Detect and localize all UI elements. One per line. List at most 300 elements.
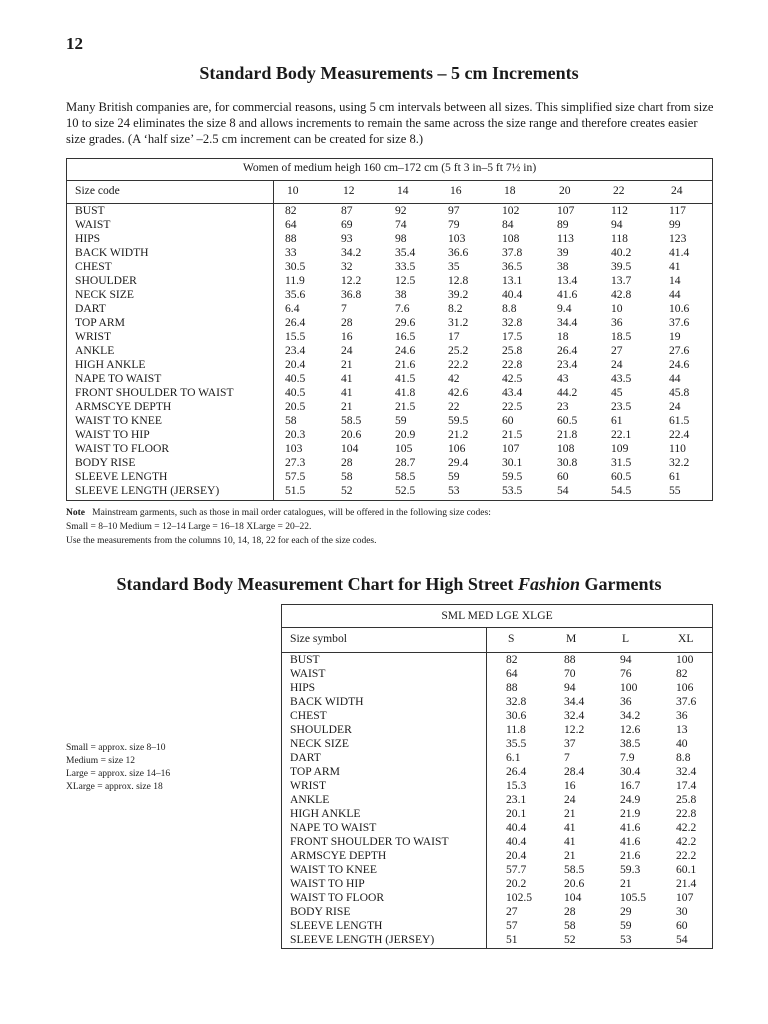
cell-value: 42 [448, 372, 460, 385]
size-header: 14 [397, 184, 409, 197]
table-row [282, 709, 712, 723]
cell-value: 58 [564, 919, 576, 932]
cell-value: 38.5 [620, 737, 641, 750]
cell-value: 33 [285, 246, 297, 259]
page-number: 12 [66, 34, 83, 53]
size-header: 22 [613, 184, 625, 197]
row-label: TOP ARM [75, 316, 125, 329]
cell-value: 22.8 [502, 358, 523, 371]
row-label: HIPS [75, 232, 101, 245]
cell-value: 42.8 [611, 288, 632, 301]
row-label: WAIST TO HIP [290, 877, 365, 890]
cell-value: 6.4 [285, 302, 300, 315]
cell-value: 11.8 [506, 723, 526, 736]
cell-value: 40.5 [285, 386, 306, 399]
row-label: TOP ARM [290, 765, 340, 778]
cell-value: 104 [341, 442, 359, 455]
row-label: CHEST [290, 709, 327, 722]
cell-value: 23 [557, 400, 569, 413]
table-row [282, 891, 712, 905]
row-label: BODY RISE [75, 456, 136, 469]
cell-value: 37.6 [676, 695, 697, 708]
cell-value: 59 [620, 919, 632, 932]
row-label: SLEEVE LENGTH [75, 470, 168, 483]
cell-value: 60 [676, 919, 688, 932]
cell-value: 21 [564, 807, 576, 820]
table-row [67, 288, 712, 302]
row-label: HIGH ANKLE [290, 807, 361, 820]
size-header: M [566, 632, 577, 645]
cell-value: 53.5 [502, 484, 523, 497]
cell-value: 20.6 [341, 428, 362, 441]
cell-value: 54 [557, 484, 569, 497]
row-label: SLEEVE LENGTH (JERSEY) [290, 933, 435, 946]
cell-value: 26.4 [557, 344, 578, 357]
cell-value: 88 [506, 681, 518, 694]
cell-value: 43 [557, 372, 569, 385]
table-row [67, 274, 712, 288]
cell-value: 32.2 [669, 456, 690, 469]
cell-value: 16.7 [620, 779, 641, 792]
cell-value: 13.1 [502, 274, 523, 287]
cell-value: 21 [341, 400, 353, 413]
intro-paragraph: Many British companies are, for commercial reasons, using 5 cm intervals between all sizes. This simplified size chart from size 10 to size 24 eliminates the size 8 and allows increments to remain the same across the size range and therefore creates easier size grades. (A ‘half size’ –2.5 cm increment can be created for size 8.) [66, 100, 714, 146]
cell-value: 88 [285, 232, 297, 245]
cell-value: 35.6 [285, 288, 306, 301]
cell-value: 21.6 [395, 358, 416, 371]
row-label: WAIST [75, 218, 111, 231]
row-label: FRONT SHOULDER TO WAIST [290, 835, 449, 848]
cell-value: 23.4 [557, 358, 578, 371]
cell-value: 24 [611, 358, 623, 371]
cell-value: 37 [564, 737, 576, 750]
table-row [282, 653, 712, 667]
cell-value: 22 [448, 400, 460, 413]
row-label: FRONT SHOULDER TO WAIST [75, 386, 234, 399]
row-label: CHEST [75, 260, 112, 273]
cell-value: 23.5 [611, 400, 632, 413]
cell-value: 41.6 [620, 821, 641, 834]
cell-value: 58.5 [341, 414, 362, 427]
cell-value: 112 [611, 204, 628, 217]
row-label: WAIST TO HIP [75, 428, 150, 441]
cell-value: 87 [341, 204, 353, 217]
cell-value: 14 [669, 274, 681, 287]
cell-value: 57 [506, 919, 518, 932]
table-row [67, 386, 712, 400]
cell-value: 33.5 [395, 260, 416, 273]
cell-value: 102.5 [506, 891, 533, 904]
cell-value: 42.2 [676, 821, 697, 834]
cell-value: 41 [341, 372, 353, 385]
cell-value: 100 [676, 653, 694, 666]
row-label: WAIST TO FLOOR [290, 891, 385, 904]
table-row [282, 933, 712, 947]
cell-value: 94 [620, 653, 632, 666]
table-row [67, 204, 712, 218]
cell-value: 107 [557, 204, 575, 217]
cell-value: 52.5 [395, 484, 416, 497]
cell-value: 44.2 [557, 386, 578, 399]
cell-value: 19 [669, 330, 681, 343]
cell-value: 40 [676, 737, 688, 750]
cell-value: 17 [448, 330, 460, 343]
size-header: 24 [671, 184, 683, 197]
cell-value: 58.5 [395, 470, 416, 483]
size-note: Small = approx. size 8–10 [66, 743, 166, 753]
cell-value: 34.2 [341, 246, 362, 259]
cell-value: 12.2 [341, 274, 362, 287]
cell-value: 97 [448, 204, 460, 217]
cell-value: 21.2 [448, 428, 469, 441]
cell-value: 108 [502, 232, 520, 245]
cell-value: 7 [564, 751, 570, 764]
cell-value: 21.5 [395, 400, 416, 413]
measurements-table-fashion [281, 604, 713, 949]
cell-value: 55 [669, 484, 681, 497]
cell-value: 21 [620, 877, 632, 890]
cell-value: 13.4 [557, 274, 578, 287]
row-label: DART [75, 302, 106, 315]
cell-value: 113 [557, 232, 574, 245]
cell-value: 92 [395, 204, 407, 217]
cell-value: 45 [611, 386, 623, 399]
cell-value: 105.5 [620, 891, 647, 904]
cell-value: 36 [611, 316, 623, 329]
cell-value: 58.5 [564, 863, 585, 876]
cell-value: 20.9 [395, 428, 416, 441]
cell-value: 21.9 [620, 807, 641, 820]
cell-value: 27.6 [669, 344, 690, 357]
cell-value: 41 [341, 386, 353, 399]
note-line: Small = 8–10 Medium = 12–14 Large = 16–18 XLarge = 20–22. [66, 522, 312, 532]
cell-value: 41.4 [669, 246, 690, 259]
cell-value: 32 [341, 260, 353, 273]
cell-value: 18.5 [611, 330, 632, 343]
cell-value: 102 [502, 204, 520, 217]
row-label: SLEEVE LENGTH (JERSEY) [75, 484, 220, 497]
cell-value: 20.2 [506, 877, 527, 890]
table-row [282, 793, 712, 807]
row-label: NAPE TO WAIST [75, 372, 162, 385]
cell-value: 30.6 [506, 709, 527, 722]
cell-value: 35.4 [395, 246, 416, 259]
cell-value: 88 [564, 653, 576, 666]
cell-value: 64 [285, 218, 297, 231]
cell-value: 42.5 [502, 372, 523, 385]
cell-value: 70 [564, 667, 576, 680]
cell-value: 28 [341, 456, 353, 469]
cell-value: 34.4 [564, 695, 585, 708]
table-header-row [282, 627, 712, 653]
size-note: Large = approx. size 14–16 [66, 769, 171, 779]
cell-value: 123 [669, 232, 687, 245]
cell-value: 41 [564, 821, 576, 834]
cell-value: 20.3 [285, 428, 306, 441]
cell-value: 58 [285, 414, 297, 427]
cell-value: 104 [564, 891, 582, 904]
cell-value: 117 [669, 204, 686, 217]
cell-value: 29 [620, 905, 632, 918]
cell-value: 16.5 [395, 330, 416, 343]
cell-value: 7.6 [395, 302, 410, 315]
cell-value: 103 [448, 232, 466, 245]
cell-value: 41.6 [620, 835, 641, 848]
cell-value: 25.2 [448, 344, 469, 357]
cell-value: 53 [620, 933, 632, 946]
cell-value: 24 [341, 344, 353, 357]
table-row [67, 232, 712, 246]
cell-value: 29.6 [395, 316, 416, 329]
cell-value: 28 [341, 316, 353, 329]
cell-value: 31.2 [448, 316, 469, 329]
cell-value: 27 [506, 905, 518, 918]
table-row [282, 807, 712, 821]
row-label: NAPE TO WAIST [290, 821, 377, 834]
cell-value: 35.5 [506, 737, 527, 750]
header-label: Size symbol [290, 632, 348, 645]
table-row [282, 667, 712, 681]
cell-value: 8.8 [676, 751, 691, 764]
cell-value: 40.2 [611, 246, 632, 259]
cell-value: 60 [502, 414, 514, 427]
cell-value: 36.5 [502, 260, 523, 273]
cell-value: 16 [564, 779, 576, 792]
cell-value: 21 [341, 358, 353, 371]
cell-value: 107 [676, 891, 694, 904]
row-label: SLEEVE LENGTH [290, 919, 383, 932]
cell-value: 60.5 [611, 470, 632, 483]
cell-value: 108 [557, 442, 575, 455]
row-label: WRIST [75, 330, 112, 343]
cell-value: 24.6 [669, 358, 690, 371]
size-header: 12 [343, 184, 355, 197]
row-label: NECK SIZE [290, 737, 349, 750]
cell-value: 24.9 [620, 793, 641, 806]
cell-value: 31.5 [611, 456, 632, 469]
cell-value: 30.1 [502, 456, 523, 469]
size-equivalence-notes [66, 742, 170, 794]
cell-value: 105 [395, 442, 413, 455]
cell-value: 79 [448, 218, 460, 231]
cell-value: 57.5 [285, 470, 306, 483]
row-label: HIGH ANKLE [75, 358, 146, 371]
cell-value: 9.4 [557, 302, 572, 315]
table-row [282, 821, 712, 835]
cell-value: 23.4 [285, 344, 306, 357]
cell-value: 15.5 [285, 330, 306, 343]
table-caption: Women of medium heigh 160 cm–172 cm (5 ft 3 in–5 ft 7½ in) [242, 161, 537, 174]
table-row [282, 863, 712, 877]
size-header: 10 [287, 184, 299, 197]
table-row [282, 919, 712, 933]
size-header: XL [678, 632, 694, 645]
cell-value: 12.5 [395, 274, 416, 287]
cell-value: 24 [669, 400, 681, 413]
cell-value: 20.4 [285, 358, 306, 371]
cell-value: 30 [676, 905, 688, 918]
cell-value: 30.4 [620, 765, 641, 778]
row-label: HIPS [290, 681, 316, 694]
cell-value: 99 [669, 218, 681, 231]
cell-value: 20.1 [506, 807, 527, 820]
cell-value: 32.8 [506, 695, 527, 708]
cell-value: 82 [285, 204, 297, 217]
cell-value: 37.8 [502, 246, 523, 259]
section-title-5cm-increments: Standard Body Measurements – 5 cm Increments [199, 63, 579, 83]
cell-value: 22.4 [669, 428, 690, 441]
table-row [282, 779, 712, 793]
cell-value: 61 [669, 470, 681, 483]
cell-value: 21.8 [557, 428, 578, 441]
cell-value: 93 [341, 232, 353, 245]
cell-value: 40.4 [506, 821, 527, 834]
cell-value: 36.6 [448, 246, 469, 259]
cell-value: 59 [395, 414, 407, 427]
table-row [67, 246, 712, 260]
cell-value: 40.4 [506, 835, 527, 848]
cell-value: 24 [564, 793, 576, 806]
table-header-row [67, 180, 712, 204]
cell-value: 10.6 [669, 302, 690, 315]
cell-value: 44 [669, 288, 681, 301]
cell-value: 94 [611, 218, 623, 231]
cell-value: 100 [620, 681, 638, 694]
note-block [66, 506, 491, 548]
note-line: Mainstream garments, such as those in mail order catalogues, will be offered in the following size codes: [92, 508, 491, 518]
size-header: S [508, 632, 515, 645]
cell-value: 29.4 [448, 456, 469, 469]
cell-value: 22.2 [448, 358, 469, 371]
cell-value: 17.4 [676, 779, 697, 792]
cell-value: 42.2 [676, 835, 697, 848]
cell-value: 59 [448, 470, 460, 483]
cell-value: 45.8 [669, 386, 690, 399]
table-row [282, 905, 712, 919]
cell-value: 43.4 [502, 386, 523, 399]
cell-value: 98 [395, 232, 407, 245]
cell-value: 13.7 [611, 274, 632, 287]
cell-value: 59.5 [502, 470, 523, 483]
cell-value: 54 [676, 933, 688, 946]
table-row [282, 877, 712, 891]
table-row [67, 260, 712, 274]
cell-value: 12.2 [564, 723, 585, 736]
row-label: ANKLE [290, 793, 330, 806]
cell-value: 11.9 [285, 274, 305, 287]
table-row [67, 442, 712, 456]
table-row [282, 695, 712, 709]
cell-value: 21.5 [502, 428, 523, 441]
table-row [67, 302, 712, 316]
cell-value: 60 [557, 470, 569, 483]
table-row [67, 456, 712, 470]
cell-value: 54.5 [611, 484, 632, 497]
cell-value: 74 [395, 218, 407, 231]
cell-value: 59.5 [448, 414, 469, 427]
row-label: WAIST TO KNEE [75, 414, 162, 427]
note-label: Note [66, 508, 85, 518]
table-caption: SML MED LGE XLGE [441, 609, 553, 622]
cell-value: 39 [557, 246, 569, 259]
row-label: BACK WIDTH [290, 695, 364, 708]
cell-value: 12.6 [620, 723, 641, 736]
cell-value: 40.5 [285, 372, 306, 385]
cell-value: 38 [557, 260, 569, 273]
cell-value: 118 [611, 232, 628, 245]
cell-value: 38 [395, 288, 407, 301]
table-row [282, 765, 712, 779]
cell-value: 40.4 [502, 288, 523, 301]
cell-value: 22.8 [676, 807, 697, 820]
cell-value: 28.7 [395, 456, 416, 469]
size-note: XLarge = approx. size 18 [66, 782, 163, 792]
table-row [67, 400, 712, 414]
table-row [67, 330, 712, 344]
cell-value: 58 [341, 470, 353, 483]
cell-value: 103 [285, 442, 303, 455]
cell-value: 41 [669, 260, 681, 273]
row-label: ANKLE [75, 344, 115, 357]
cell-value: 52 [341, 484, 353, 497]
table-row [67, 218, 712, 232]
cell-value: 82 [506, 653, 518, 666]
size-header: 20 [559, 184, 571, 197]
cell-value: 89 [557, 218, 569, 231]
cell-value: 17.5 [502, 330, 523, 343]
cell-value: 8.2 [448, 302, 463, 315]
cell-value: 35 [448, 260, 460, 273]
row-label: BODY RISE [290, 905, 351, 918]
row-label: ARMSCYE DEPTH [290, 849, 387, 862]
cell-value: 32.4 [564, 709, 585, 722]
cell-value: 107 [502, 442, 520, 455]
cell-value: 94 [564, 681, 576, 694]
cell-value: 39.2 [448, 288, 469, 301]
table-row [67, 344, 712, 358]
cell-value: 26.4 [285, 316, 306, 329]
row-label: NECK SIZE [75, 288, 134, 301]
cell-value: 22.1 [611, 428, 632, 441]
cell-value: 24.6 [395, 344, 416, 357]
size-header: L [622, 632, 630, 645]
cell-value: 32.8 [502, 316, 523, 329]
size-header: 18 [504, 184, 516, 197]
cell-value: 52 [564, 933, 576, 946]
table-row [67, 316, 712, 330]
table-row [282, 835, 712, 849]
cell-value: 109 [611, 442, 629, 455]
cell-value: 41.8 [395, 386, 416, 399]
table-row [282, 751, 712, 765]
cell-value: 60.1 [676, 863, 697, 876]
cell-value: 20.4 [506, 849, 527, 862]
cell-value: 84 [502, 218, 514, 231]
cell-value: 32.4 [676, 765, 697, 778]
table-row [282, 737, 712, 751]
table-row [282, 681, 712, 695]
cell-value: 13 [676, 723, 688, 736]
cell-value: 28.4 [564, 765, 585, 778]
cell-value: 23.1 [506, 793, 527, 806]
cell-value: 41 [564, 835, 576, 848]
table-row [67, 358, 712, 372]
cell-value: 18 [557, 330, 569, 343]
cell-value: 110 [669, 442, 686, 455]
row-label: BUST [75, 204, 105, 217]
table-row [282, 723, 712, 737]
cell-value: 21.4 [676, 877, 697, 890]
